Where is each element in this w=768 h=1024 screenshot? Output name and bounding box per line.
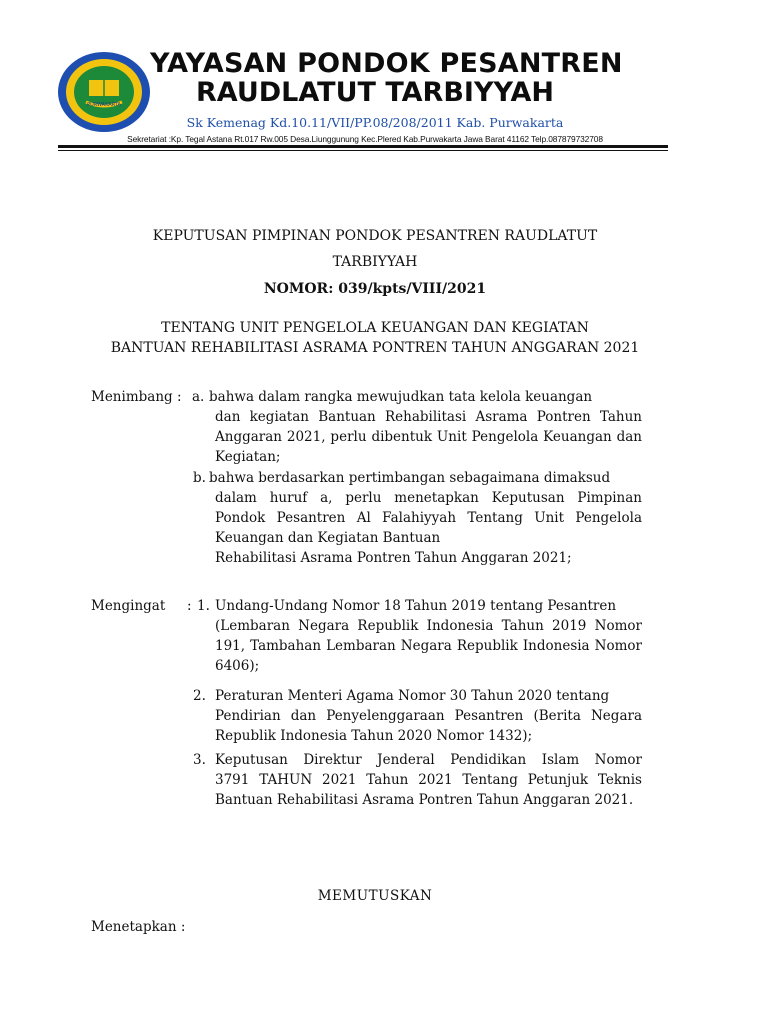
mengingat-2-first: Peraturan Menteri Agama Nomor 30 Tahun 2020 tentang: [215, 688, 610, 704]
menimbang-b-last: Rehabilitasi Asrama Pontren Tahun Anggaran 2021;: [215, 550, 572, 566]
menimbang-b-first: bahwa berdasarkan pertimbangan sebagaimana dimaksud: [209, 470, 611, 486]
foundation-logo: [56, 50, 152, 134]
mengingat-3-marker: 3.: [193, 752, 206, 768]
menimbang-a-first: bahwa dalam rangka mewujudkan tata kelola keuangan: [209, 389, 593, 405]
letterhead-rule-thin: [58, 150, 668, 151]
decree-title: KEPUTUSAN PIMPINAN PONDOK PESANTREN RAUDLATUT: [152, 228, 598, 244]
decree-subject: TENTANG UNIT PENGELOLA KEUANGAN DAN KEGIATAN: [161, 320, 589, 336]
organization-name-2: RAUDLATUT TARBIYYAH: [195, 77, 554, 108]
registration-number: Sk Kemenag Kd.10.11/VII/PP.08/208/2011 Kab. Purwakarta: [186, 115, 564, 130]
decree-title-2: TARBIYYAH: [332, 254, 418, 270]
mengingat-1-rest: (Lembaran Negara Republik Indonesia Tahun 2019 Nomor 191, Tambahan Lembaran Negara Republik Indonesia Nomor 6406);: [215, 618, 642, 674]
mengingat-label: Mengingat: [91, 598, 166, 614]
menetapkan-label: Menetapkan :: [91, 919, 186, 935]
organization-name: YAYASAN PONDOK PESANTREN: [150, 48, 623, 79]
mengingat-1-first: Undang-Undang Nomor 18 Tahun 2019 tentang Pesantren: [215, 598, 617, 614]
letterhead-rule: [58, 145, 668, 148]
menimbang-label: Menimbang :: [91, 389, 182, 405]
mengingat-2-rest: Pendirian dan Penyelenggaraan Pesantren (Berita Negara Republik Indonesia Tahun 2020 Nomor 1432);: [215, 708, 642, 744]
menimbang-b-rest: dalam huruf a, perlu menetapkan Keputusan Pimpinan Pondok Pesantren Al Falahiyyah Tentang Unit Pengelola Keuangan dan Kegiatan Bantuan: [215, 490, 642, 546]
menimbang-b-marker: b.: [193, 470, 206, 486]
mengingat-colon: :: [187, 598, 192, 614]
mengingat-3-first: Keputusan Direktur Jenderal Pendidikan Islam Nomor: [215, 752, 642, 768]
logo-text: PURWAKARTA: [87, 102, 121, 108]
memutuskan-heading: MEMUTUSKAN: [317, 888, 433, 904]
mengingat-2-marker: 2.: [193, 688, 206, 704]
menimbang-a-marker: a.: [192, 389, 205, 405]
decree-number: NOMOR: 039/kpts/VIII/2021: [263, 281, 487, 297]
mengingat-1-marker: 1.: [197, 598, 210, 614]
mengingat-3-rest: 3791 TAHUN 2021 Tahun 2021 Tentang Petunjuk Teknis Bantuan Rehabilitasi Asrama Pontren Tahun Anggaran 2021.: [215, 772, 642, 808]
decree-subject-2: BANTUAN REHABILITASI ASRAMA PONTREN TAHUN ANGGARAN 2021: [110, 340, 640, 356]
menimbang-a-rest: dan kegiatan Bantuan Rehabilitasi Asrama Pontren Tahun Anggaran 2021, perlu dibentuk Unit Pengelola Keuangan dan Kegiatan;: [215, 409, 642, 465]
secretariat-address: Sekretariat :Kp. Tegal Astana Rt.017 Rw.005 Desa.Liunggunung Kec.Plered Kab.Purwakarta Jawa Barat 41162 Telp.087879732708: [127, 134, 603, 144]
